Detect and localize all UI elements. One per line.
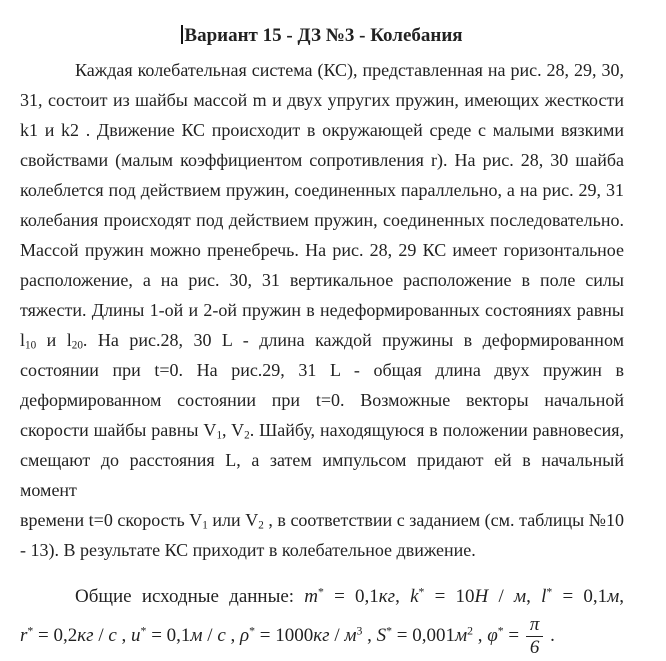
given-data-line: Общие исходные данные: m* = 0,1кг, k* = 10Н / м, l* = 0,1м, — [75, 585, 625, 607]
paragraph-line: времени t=0 скорость $V_1$ или $V_2$ , в соответствии с заданием (см. таблицы №10 — [20, 510, 625, 532]
paragraph-line: свойствами (малым коэффициентом сопротивления r). На рис. 28, 30 шайба — [20, 150, 624, 170]
paragraph-line: 31, состоит из шайбы массой m и двух упругих пружин, имеющих жесткости — [20, 90, 624, 110]
paragraph-line: колебания происходят под действием пружин, соединенных последовательно. — [20, 210, 624, 230]
paragraph-line: - 13). В результате КС приходит в колебательное движение. — [20, 540, 476, 560]
paragraph-line: скорости шайбы равны $V_1$, $V_2$. Шайбу, находящуюся в положении равновесия, — [20, 420, 624, 442]
paragraph-line: $l_{10}$ и $l_{20}$. На рис.28, 30 L - длина каждой пружины в деформированном — [20, 330, 624, 352]
page-title — [20, 24, 624, 48]
paragraph-line: расположение, а на рис. 30, 31 вертикальное расположение в поле силы — [20, 270, 624, 290]
given-data-line: r* = 0,2кг / с , u* = 0,1м / с , $\rho^* = 1000кг / м^3$ , $S^* = 0,001м^2$ , φ* = $\frac{\pi}{6}$ . — [20, 614, 555, 658]
paragraph-line: колеблется под действием пружин, соединенных параллельно, а на рис. 29, 31 — [20, 180, 624, 200]
task-description-paragraph — [0, 55, 666, 565]
given-data-block — [0, 579, 666, 658]
paragraph-line: Массой пружин можно пренебречь. На рис. 28, 29 КС имеет горизонтальное — [20, 240, 624, 260]
paragraph-line: смещают до расстояния L, а затем импульсом придают ей в начальный момент — [20, 450, 624, 500]
paragraph-line: тяжести. Длины 1-ой и 2-ой пружин в недеформированных состояниях равны — [20, 300, 624, 320]
fraction: $\frac{\pi}{6}$ — [526, 615, 544, 658]
document-page — [0, 24, 666, 661]
paragraph-line: состоянии при t=0. На рис.29, 31 L - общая длина двух пружин в — [20, 360, 624, 380]
paragraph-line: Каждая колебательная система (КС), представленная на рис. 28, 29, 30, — [75, 60, 624, 80]
paragraph-line: k1 и k2 . Движение КС происходит в окружающей среде с малыми вязкими — [20, 120, 624, 140]
paragraph-line: деформированном состоянии при t=0. Возможные векторы начальной — [20, 390, 624, 410]
page-title-text: Вариант 15 - ДЗ №3 - Колебания — [184, 25, 463, 46]
